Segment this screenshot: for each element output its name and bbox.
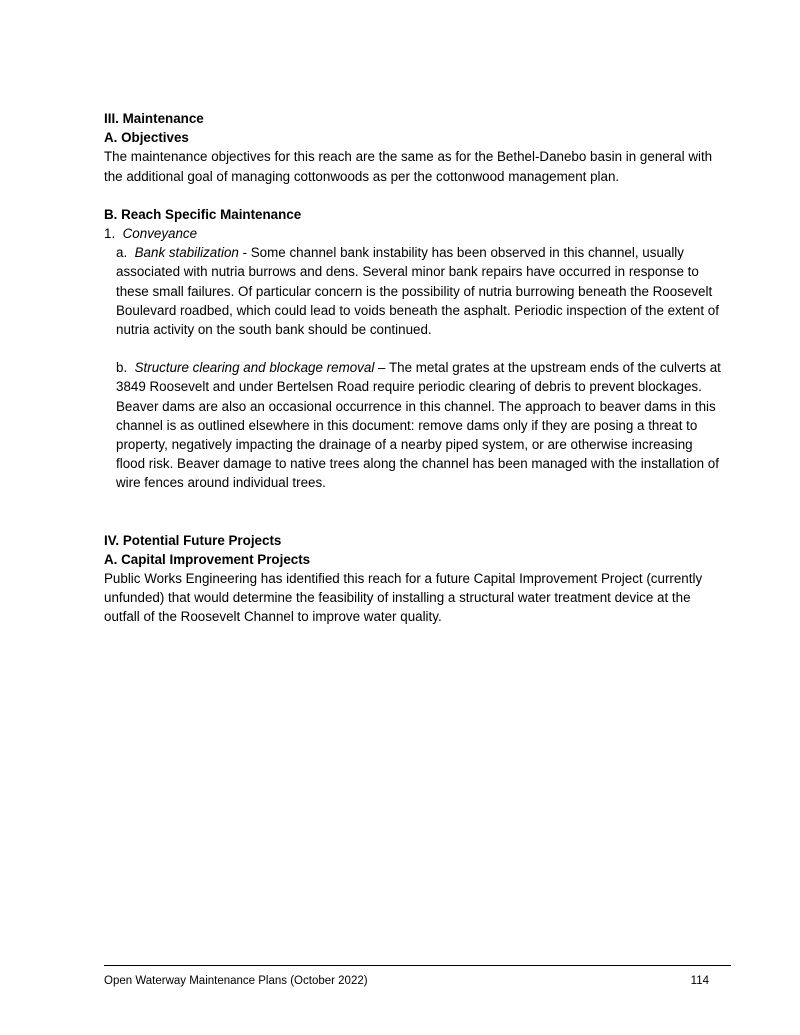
item-conveyance bbox=[104, 224, 724, 243]
structure-clearing-label: Structure clearing and blockage removal bbox=[134, 360, 375, 376]
item-label: Conveyance bbox=[122, 226, 198, 242]
page-footer bbox=[104, 975, 709, 987]
section-heading-maintenance: III. Maintenance bbox=[104, 111, 204, 126]
footer-divider bbox=[104, 965, 731, 966]
structure-clearing-text: – The metal grates at the upstream ends of the culverts at 3849 Roosevelt and under Bertelsen Road require periodic clearing of debris to prevent blockages. Beaver dams are also an occasional occurrence in this channel. The approach to beaver dams in this channel is as outlined elsewhere in this document: remove dams only if they are posing a threat to property, negatively impacting the drainage of a nearby piped system, or are otherwise increasing flood risk. Beaver damage to native trees along the channel has been managed with the installation of wire fences around individual trees. bbox=[116, 360, 721, 491]
section-heading-future-projects: IV. Potential Future Projects bbox=[104, 532, 282, 548]
page-number: 114 bbox=[690, 975, 709, 987]
capital-projects-paragraph: Public Works Engineering has identified this reach for a future Capital Improvement Project (currently unfunded) that would determine the feasibility of installing a structural water treatment device at the outfall of the Roosevelt Channel to improve water quality. bbox=[104, 571, 703, 625]
bank-stabilization-label: Bank stabilization bbox=[134, 245, 239, 261]
bank-stabilization-paragraph bbox=[116, 243, 724, 339]
subheading-capital-projects: A. Capital Improvement Projects bbox=[104, 551, 311, 567]
letter-b: b. bbox=[116, 360, 128, 376]
letter-a: a. bbox=[116, 245, 128, 261]
objectives-paragraph: The maintenance objectives for this reach are the same as for the Bethel-Danebo basin in general with the additional goal of managing cottonwoods as per the cottonwood management plan. bbox=[104, 149, 713, 184]
document-body bbox=[104, 109, 724, 627]
item-number: 1. bbox=[104, 226, 116, 242]
bank-stabilization-text: - Some channel bank instability has been observed in this channel, usually associated with nutria burrows and dens. Several minor bank repairs have occurred in response to these small failures. Of particular concern is the possibility of nutria burrowing beneath the Roosevelt Boulevard roadbed, which could lead to voids beneath the asphalt. Periodic inspection of the extent of nutria activity on the south bank should be continued. bbox=[116, 245, 719, 338]
subheading-objectives: A. Objectives bbox=[104, 130, 189, 146]
subheading-reach-maintenance: B. Reach Specific Maintenance bbox=[104, 206, 302, 222]
structure-clearing-paragraph bbox=[116, 358, 724, 492]
footer-title: Open Waterway Maintenance Plans (October 2022) bbox=[104, 975, 368, 987]
